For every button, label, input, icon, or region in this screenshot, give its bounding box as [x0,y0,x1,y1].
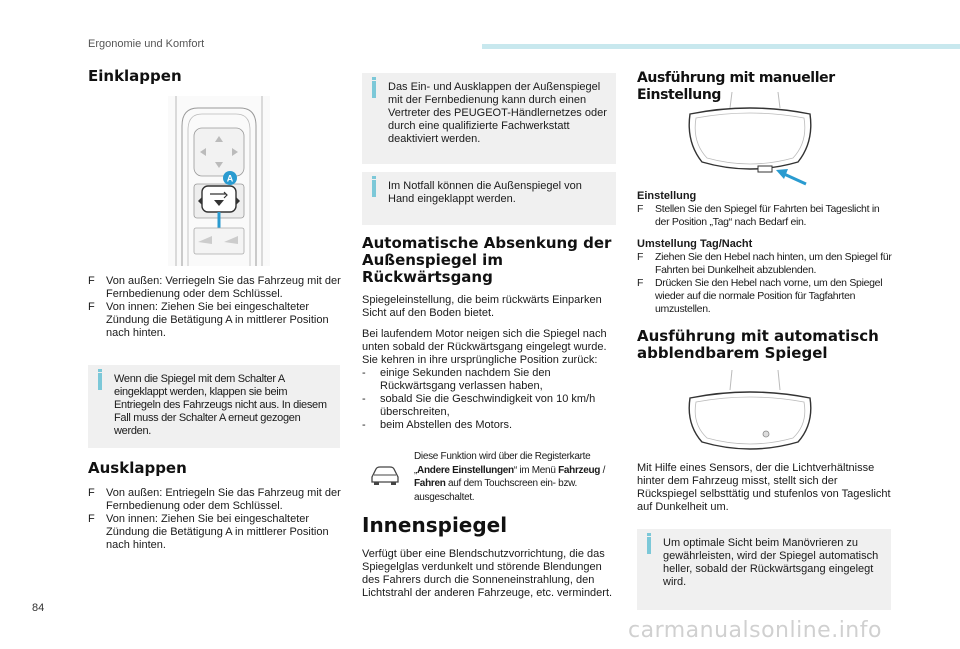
heading-ausklappen: Ausklappen [88,459,187,477]
heading-innenspiegel: Innenspiegel [362,513,508,537]
paragraph: Sie kehren in ihre ursprüngliche Position zurück: [362,354,598,366]
note-text: Wenn die Spiegel mit dem Schalter A eingeklappt werden, klappen sie beim Entriegeln des Fahrzeugs nicht aus. In diesem Fall muss der Schalter A erneut gezogen werden. [114,373,327,437]
auto-tilt-section [362,235,616,432]
list-item: - beim Abstellen des Motors. [362,419,513,431]
paragraph: Bei laufendem Motor neigen sich die Spiegel nach unten sobald der Rückwärtsgang eingelegt wurde. [362,328,607,353]
paragraph: Mit Hilfe eines Sensors, der die Lichtverhältnisse hinter dem Fahrzeug misst, stellt sich der Rückspiegel selbsttätig und stufenlos von Tageslicht auf Dunkelheit um. [637,462,891,513]
paragraph: Spiegeleinstellung, die beim rückwärts Einparken Sicht auf den Boden bietet. [362,294,602,319]
column-left [88,68,346,85]
page-number: 84 [32,602,45,614]
info-marker [372,81,376,98]
list-item: F Stellen Sie den Spiegel für Fahrten bei Tageslicht in der Position „Tag“ nach Bedarf ein. [637,203,880,228]
car-icon [368,461,402,487]
info-box-remote [362,73,616,164]
list-item: F Von innen: Ziehen Sie bei eingeschalteter Zündung die Betätigung A in mittlerer Position nach hinten. [88,513,329,551]
mirror-switch-illustration [168,96,270,266]
rearview-mirror-auto [680,370,820,458]
innenspiegel-section [362,514,616,600]
info-marker [98,373,102,390]
info-marker [647,537,651,554]
list-item: F Ziehen Sie den Hebel nach hinten, um den Spiegel für Fahrten bei Dunkelheit abzublenden. [637,251,892,276]
list-item: F Von außen: Verriegeln Sie das Fahrzeug mit der Fernbedienung oder dem Schlüssel. [88,275,341,300]
heading-auto-mirror: Ausführung mit automatisch abblendbarem Spiegel [637,327,879,362]
list-item: F Drücken Sie den Hebel nach vorne, um den Spiegel wieder auf die normale Position für Tagfahrten umzustellen. [637,277,883,315]
info-marker [372,180,376,197]
list-item: - einige Sekunden nachdem Sie den Rückwärtsgang verlassen haben, [362,367,551,392]
info-text: Im Notfall können die Außenspiegel von Hand eingeklappt werden. [388,180,582,205]
header-section-label: Ergonomie und Komfort [88,38,205,50]
list-item: F Von innen: Ziehen Sie bei eingeschalteter Zündung die Betätigung A in mittlerer Position nach hinten. [88,301,329,339]
list-item: F Von außen: Entriegeln Sie das Fahrzeug mit der Fernbedienung oder dem Schlüssel. [88,487,341,512]
touchscreen-note-text: Diese Funktion wird über die Registerkarte „Andere Einstellungen“ im Menü Fahrzeug / Fahren auf dem Touchscreen ein- bzw. ausgeschaltet. [414,451,606,503]
info-text: Das Ein- und Ausklappen der Außenspiegel mit der Fernbedienung kann durch einen Vertreter des PEUGEOT-Händlernetzes oder durch eine qualifizierte Fachwerkstatt deaktiviert werden. [388,81,607,145]
info-box-emergency [362,172,616,225]
auto-mirror-text [637,462,895,514]
paragraph: Verfügt über eine Blendschutzvorrichtung, die das Spiegelglas verdunkelt und störende Blendungen des Fahrers durch die Sonneneinstrahlung, den Lichtstrahl der anderen Fahrzeuge, etc. vermindert. [362,548,613,599]
header-accent-bar [482,44,960,49]
watermark: carmanualsonline.info [628,618,882,643]
heading-manual-mirror: Ausführung mit manueller Einstellung [637,70,835,103]
einklappen-list [88,275,346,340]
heading-umstellung: Umstellung Tag/Nacht [637,238,753,250]
heading-auto-tilt: Automatische Absenkung der Außenspiegel im Rückwärtsgang [362,234,612,286]
heading-einklappen: Einklappen [88,67,182,85]
ausklappen-section [88,460,346,552]
touchscreen-note [414,450,614,504]
heading-einstellung: Einstellung [637,190,697,202]
auto-mirror-heading-block [637,328,895,362]
list-item: - sobald Sie die Geschwindigkeit von 10 km/h überschreiten, [362,393,596,418]
figure-label-a: A [226,173,234,184]
info-text: Um optimale Sicht beim Manövrieren zu gewährleisten, wird der Spiegel automatisch heller, sobald der Rückwärtsgang eingelegt wird. [663,537,879,588]
info-box-reverse [637,529,891,610]
einstellung-section [637,190,895,316]
rearview-mirror-manual [680,92,820,192]
note-box-switch [88,365,340,448]
